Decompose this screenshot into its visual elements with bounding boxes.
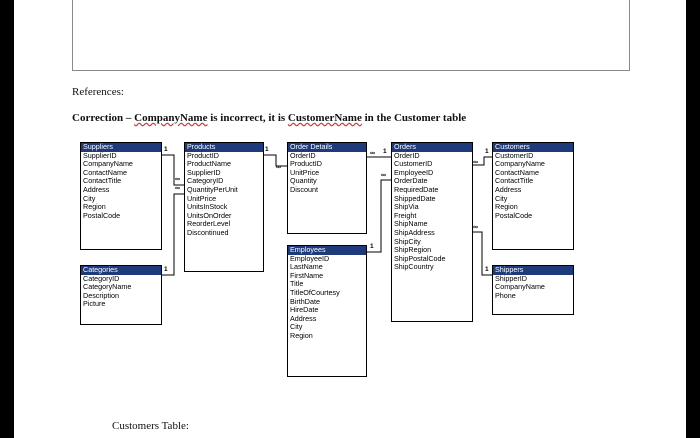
table-field: UnitsInStock xyxy=(187,202,228,212)
table-field: Description xyxy=(83,290,119,300)
table-field: CompanyName xyxy=(83,159,133,169)
table-field: Freight xyxy=(394,210,417,220)
many-marker: ∞ xyxy=(370,150,375,157)
table-field: ShipCity xyxy=(394,236,421,246)
table-shippers[interactable] xyxy=(492,265,574,315)
table-field: CategoryName xyxy=(83,282,132,292)
table-field: ShipAddress xyxy=(394,227,435,237)
table-field: ProductID xyxy=(290,159,322,169)
table-field: QuantityPerUnit xyxy=(187,184,238,194)
many-marker: ∞ xyxy=(175,176,180,183)
correction-prefix: Correction – xyxy=(72,112,135,124)
correction-wrong-field: CompanyName xyxy=(134,112,208,124)
table-title: Categories xyxy=(81,266,161,275)
table-field: ShipPostalCode xyxy=(394,253,446,263)
customers-table-label: Customers Table: xyxy=(112,420,189,432)
table-field: ShipperID xyxy=(495,273,527,283)
table-field: Discount xyxy=(290,184,318,194)
table-field: ShippedDate xyxy=(394,193,436,203)
one-marker: 1 xyxy=(265,146,269,153)
table-field: OrderDate xyxy=(394,176,428,186)
table-customers[interactable] xyxy=(492,142,574,250)
table-field: TitleOfCourtesy xyxy=(290,287,340,297)
table-suppliers[interactable] xyxy=(80,142,162,250)
correction-right-field: CustomerName xyxy=(287,112,362,124)
one-marker: 1 xyxy=(164,146,168,153)
many-marker: ∞ xyxy=(175,185,180,192)
table-field: ContactName xyxy=(495,167,539,177)
link-products-orderdetails xyxy=(263,155,287,166)
table-field: UnitPrice xyxy=(187,193,217,203)
table-field: Region xyxy=(495,202,518,212)
table-field: FirstName xyxy=(290,270,324,280)
table-title: Orders xyxy=(392,143,472,152)
table-field: Discontinued xyxy=(187,227,229,237)
table-field: CustomerID xyxy=(394,159,433,169)
table-field: ProductName xyxy=(187,159,231,169)
table-field: ContactTitle xyxy=(83,176,122,186)
table-field: Address xyxy=(495,184,522,194)
table-field: Quantity xyxy=(290,176,317,186)
table-field: Address xyxy=(83,184,110,194)
link-employees-orders xyxy=(366,180,391,252)
table-field: ContactTitle xyxy=(495,176,534,186)
table-field: CategoryID xyxy=(83,273,120,283)
table-field: LastName xyxy=(290,262,323,272)
table-field: CompanyName xyxy=(495,159,545,169)
table-field: SupplierID xyxy=(83,150,117,160)
many-marker: ∞ xyxy=(473,159,478,166)
table-title: Products xyxy=(185,143,263,152)
one-marker: 1 xyxy=(485,148,489,155)
table-field: Phone xyxy=(495,290,516,300)
table-field: Address xyxy=(290,313,317,323)
table-field: HireDate xyxy=(290,305,319,315)
table-field: RequiredDate xyxy=(394,184,439,194)
references-label: References: xyxy=(72,86,124,98)
table-field: ReorderLevel xyxy=(187,219,231,229)
many-marker: ∞ xyxy=(276,164,281,171)
table-categories[interactable] xyxy=(80,265,162,325)
many-marker: ∞ xyxy=(473,224,478,231)
link-categories-products xyxy=(162,194,184,275)
table-order-details[interactable] xyxy=(287,142,367,234)
link-shippers-orders xyxy=(472,232,492,275)
table-field: Region xyxy=(290,330,313,340)
table-field: ContactName xyxy=(83,167,127,177)
one-marker: 1 xyxy=(370,243,374,250)
table-field: CategoryID xyxy=(187,176,224,186)
one-marker: 1 xyxy=(485,266,489,273)
one-marker: 1 xyxy=(383,148,387,155)
table-title: Suppliers xyxy=(81,143,161,152)
link-suppliers-products xyxy=(162,155,184,185)
table-title: Employees xyxy=(288,246,366,255)
table-field: BirthDate xyxy=(290,296,320,306)
correction-middle: is incorrect, it is xyxy=(207,112,288,124)
table-field: UnitPrice xyxy=(290,167,320,177)
table-field: PostalCode xyxy=(83,210,121,220)
table-field: City xyxy=(290,322,303,332)
table-field: Picture xyxy=(83,299,106,309)
table-title: Shippers xyxy=(493,266,573,275)
table-field: CompanyName xyxy=(495,282,545,292)
table-title: Order Details xyxy=(288,143,366,152)
table-field: ShipVia xyxy=(394,202,419,212)
table-field: UnitsOnOrder xyxy=(187,210,232,220)
table-field: Region xyxy=(83,202,106,212)
one-marker: 1 xyxy=(164,266,168,273)
table-field: ProductID xyxy=(187,150,219,160)
table-field: City xyxy=(83,193,96,203)
correction-suffix: in the Customer table xyxy=(361,112,467,124)
table-field: EmployeeID xyxy=(394,167,434,177)
table-field: OrderID xyxy=(290,150,316,160)
relationship-diagram xyxy=(14,0,686,438)
table-field: CustomerID xyxy=(495,150,534,160)
table-field: ShipCountry xyxy=(394,262,434,272)
table-field: ShipName xyxy=(394,219,428,229)
table-orders[interactable] xyxy=(391,142,473,322)
table-field: PostalCode xyxy=(495,210,533,220)
table-products[interactable] xyxy=(184,142,264,272)
table-field: City xyxy=(495,193,508,203)
many-marker: ∞ xyxy=(381,172,386,179)
table-field: EmployeeID xyxy=(290,253,330,263)
table-title: Customers xyxy=(493,143,573,152)
table-employees[interactable] xyxy=(287,245,367,377)
table-field: ShipRegion xyxy=(394,245,432,255)
table-field: OrderID xyxy=(394,150,420,160)
table-field: Title xyxy=(290,279,304,289)
document-page xyxy=(14,0,686,438)
table-field: SupplierID xyxy=(187,167,221,177)
